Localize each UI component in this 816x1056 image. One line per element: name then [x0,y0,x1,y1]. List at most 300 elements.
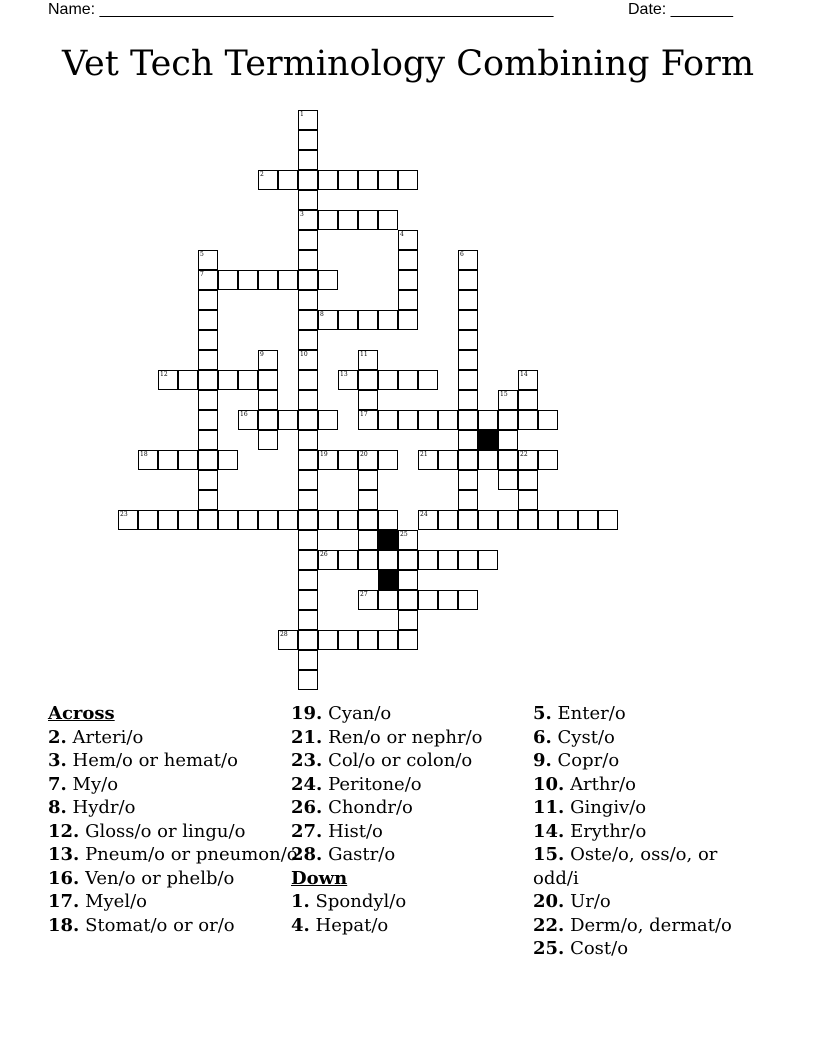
clue-number: 7 [200,271,204,278]
clue-item [48,890,298,914]
grid-cell[interactable] [358,590,378,610]
grid-cell[interactable] [298,350,318,370]
grid-cell[interactable] [298,470,318,490]
grid-cell[interactable] [198,350,218,370]
grid-cell[interactable] [198,250,218,270]
clue-text: Cost/o [570,938,629,959]
grid-cell[interactable] [318,210,338,230]
grid-cell[interactable] [298,670,318,690]
grid-cell[interactable] [278,270,298,290]
grid-cell[interactable] [318,310,338,330]
grid-cell[interactable] [358,510,378,530]
grid-cell[interactable] [378,550,398,570]
grid-cell[interactable] [358,530,378,550]
clue-num: 27. [291,820,323,842]
grid-cell[interactable] [458,270,478,290]
grid-cell[interactable] [498,430,518,450]
grid-cell[interactable] [378,410,398,430]
clue-text: Myel/o [85,891,147,912]
grid-cell[interactable] [438,510,458,530]
clue-num: 21. [291,726,323,748]
clue-num: 18. [48,914,80,936]
grid-cell[interactable] [258,170,278,190]
clue-text: Erythr/o [570,820,647,842]
clue-item [291,796,541,820]
clue-item [48,914,298,938]
clue-num: 22. [533,914,565,936]
grid-cell[interactable] [458,510,478,530]
grid-cell[interactable] [258,350,278,370]
grid-cell[interactable] [198,270,218,290]
clue-item [291,890,541,914]
clue-number: 25 [400,531,408,538]
grid-cell[interactable] [198,390,218,410]
grid-cell[interactable] [298,230,318,250]
grid-cell[interactable] [298,110,318,130]
clue-text: Arthr/o [570,773,636,795]
clue-number: 13 [340,371,348,378]
clue-number: 1 [300,111,304,118]
clue-number: 12 [160,371,168,378]
grid-cell[interactable] [338,510,358,530]
clue-num: 10. [533,773,565,795]
clue-num: 23. [291,750,323,771]
grid-cell[interactable] [358,550,378,570]
grid-cell[interactable] [378,370,398,390]
grid-cell[interactable] [338,210,358,230]
clue-text: Hist/o [328,820,383,842]
grid-cell[interactable] [358,630,378,650]
clue-item [48,796,298,820]
grid-cell[interactable] [298,430,318,450]
grid-block [378,530,398,550]
grid-cell[interactable] [358,390,378,410]
grid-cell[interactable] [258,430,278,450]
clue-number: 28 [280,631,288,638]
clue-text: Ven/o or phelb/o [85,867,235,889]
clue-item [533,843,763,890]
clue-number: 18 [140,451,148,458]
clue-num: 15. [533,844,565,865]
clue-item [291,820,541,844]
grid-cell[interactable] [158,370,178,390]
grid-cell[interactable] [178,370,198,390]
grid-cell[interactable] [358,450,378,470]
grid-cell[interactable] [318,510,338,530]
clue-item [291,773,541,797]
grid-cell[interactable] [258,510,278,530]
grid-cell[interactable] [358,490,378,510]
grid-cell[interactable] [458,290,478,310]
grid-cell[interactable] [538,410,558,430]
grid-cell[interactable] [198,370,218,390]
clue-text: Hydr/o [72,797,136,818]
grid-cell[interactable] [298,570,318,590]
grid-cell[interactable] [298,510,318,530]
grid-cell[interactable] [378,170,398,190]
clue-number: 27 [360,591,368,598]
grid-cell[interactable] [458,250,478,270]
grid-cell[interactable] [278,510,298,530]
grid-block [378,570,398,590]
grid-cell[interactable] [378,210,398,230]
grid-cell[interactable] [398,270,418,290]
grid-cell[interactable] [398,310,418,330]
clue-num: 14. [533,820,565,842]
clue-text: My/o [72,773,119,795]
clue-num: 7. [48,773,67,795]
grid-cell[interactable] [518,490,538,510]
down-heading: Down [291,867,348,889]
name-field-label[interactable]: Name: ___________________________________________________ [48,1,554,18]
clue-text: Ur/o [570,891,611,912]
clue-text: Gloss/o or lingu/o [85,820,246,842]
clue-text: Hem/o or hemat/o [72,750,238,771]
clue-num: 24. [291,773,323,795]
grid-cell[interactable] [478,450,498,470]
clue-number: 9 [260,351,264,358]
grid-cell[interactable] [518,410,538,430]
clue-number: 26 [320,551,328,558]
clue-text: Cyst/o [557,726,615,748]
clue-num: 25. [533,938,565,959]
clue-item [533,773,763,797]
clue-num: 6. [533,726,552,748]
grid-cell[interactable] [298,250,318,270]
clue-item [533,937,763,961]
grid-cell[interactable] [358,170,378,190]
grid-cell[interactable] [258,410,278,430]
grid-cell[interactable] [218,510,238,530]
grid-cell[interactable] [338,550,358,570]
grid-cell[interactable] [298,210,318,230]
grid-cell[interactable] [318,630,338,650]
grid-cell[interactable] [498,450,518,470]
grid-cell[interactable] [458,470,478,490]
grid-cell[interactable] [378,450,398,470]
grid-cell[interactable] [438,450,458,470]
grid-cell[interactable] [398,410,418,430]
grid-cell[interactable] [458,490,478,510]
grid-cell[interactable] [258,370,278,390]
grid-cell[interactable] [398,290,418,310]
grid-cell[interactable] [218,270,238,290]
grid-cell[interactable] [478,510,498,530]
clue-text: Cyan/o [328,703,392,724]
grid-cell[interactable] [278,170,298,190]
grid-cell[interactable] [338,370,358,390]
grid-cell[interactable] [418,410,438,430]
clue-item [533,890,763,914]
grid-cell[interactable] [198,450,218,470]
clue-number: 8 [320,311,324,318]
clue-item [533,796,763,820]
grid-cell[interactable] [458,350,478,370]
clue-text: Hepat/o [315,914,389,936]
grid-cell[interactable] [398,170,418,190]
grid-cell[interactable] [298,590,318,610]
clue-text: Stomat/o or or/o [85,914,235,936]
grid-block [478,430,498,450]
grid-cell[interactable] [298,370,318,390]
clue-item [533,914,763,938]
grid-cell[interactable] [198,290,218,310]
clue-num: 12. [48,820,80,842]
clue-number: 3 [300,211,304,218]
clue-num: 4. [291,914,310,936]
grid-cell[interactable] [358,410,378,430]
clue-num: 26. [291,797,323,818]
grid-cell[interactable] [198,330,218,350]
clue-text: Ren/o or nephr/o [328,726,483,748]
clue-text: Arteri/o [72,726,144,748]
clue-number: 24 [420,511,428,518]
grid-cell[interactable] [298,630,318,650]
grid-cell[interactable] [498,410,518,430]
clue-number: 6 [460,251,464,258]
grid-cell[interactable] [498,390,518,410]
grid-cell[interactable] [258,270,278,290]
clue-num: 1. [291,891,310,912]
clue-item [48,867,298,891]
clue-num: 8. [48,797,67,818]
clue-text: Pneum/o or pneumon/o [85,844,298,865]
clue-number: 14 [520,371,528,378]
clue-column-2 [291,702,541,937]
grid-cell[interactable] [298,130,318,150]
clue-text: Gingiv/o [570,797,647,818]
grid-cell[interactable] [518,510,538,530]
clue-item [291,702,541,726]
grid-cell[interactable] [398,230,418,250]
grid-cell[interactable] [238,510,258,530]
clue-item [291,726,541,750]
clue-text: Enter/o [557,703,626,724]
grid-cell[interactable] [318,550,338,570]
grid-cell[interactable] [438,590,458,610]
grid-cell[interactable] [298,390,318,410]
grid-cell[interactable] [458,370,478,390]
clue-text: Gastr/o [328,844,396,865]
grid-cell[interactable] [598,510,618,530]
grid-cell[interactable] [298,330,318,350]
clue-text: Copr/o [557,750,620,771]
grid-cell[interactable] [418,450,438,470]
grid-cell[interactable] [458,390,478,410]
grid-cell[interactable] [418,370,438,390]
grid-cell[interactable] [358,350,378,370]
clue-num: 13. [48,844,80,865]
grid-cell[interactable] [298,170,318,190]
clue-number: 23 [120,511,128,518]
grid-cell[interactable] [418,590,438,610]
grid-cell[interactable] [558,510,578,530]
grid-cell[interactable] [218,370,238,390]
clue-num: 19. [291,703,323,724]
clue-number: 2 [260,171,264,178]
grid-cell[interactable] [518,390,538,410]
grid-cell[interactable] [458,410,478,430]
clue-item [533,702,763,726]
grid-cell[interactable] [298,190,318,210]
grid-cell[interactable] [298,530,318,550]
grid-cell[interactable] [198,510,218,530]
grid-cell[interactable] [358,210,378,230]
clue-item [533,820,763,844]
grid-cell[interactable] [478,550,498,570]
clue-item [291,914,541,938]
clue-num: 17. [48,891,80,912]
grid-cell[interactable] [438,550,458,570]
grid-cell[interactable] [498,470,518,490]
clue-num: 16. [48,867,80,889]
clue-number: 4 [400,231,404,238]
clue-number: 16 [240,411,248,418]
grid-cell[interactable] [218,450,238,470]
grid-cell[interactable] [578,510,598,530]
grid-cell[interactable] [458,450,478,470]
grid-cell[interactable] [298,270,318,290]
clue-num: 5. [533,703,552,724]
clue-number: 21 [420,451,428,458]
grid-cell[interactable] [298,650,318,670]
grid-cell[interactable] [198,410,218,430]
grid-cell[interactable] [318,170,338,190]
grid-cell[interactable] [518,370,538,390]
clue-item [291,843,541,867]
grid-cell[interactable] [298,410,318,430]
grid-cell[interactable] [258,390,278,410]
grid-cell[interactable] [178,510,198,530]
grid-cell[interactable] [278,410,298,430]
clue-column-1 [48,702,298,937]
grid-cell[interactable] [278,630,298,650]
clue-number: 15 [500,391,508,398]
clue-item [48,843,298,867]
grid-cell[interactable] [318,450,338,470]
clue-text: Peritone/o [328,773,422,795]
page-title: Vet Tech Terminology Combining Form [61,44,755,84]
grid-cell[interactable] [198,490,218,510]
grid-cell[interactable] [458,590,478,610]
grid-cell[interactable] [398,570,418,590]
grid-cell[interactable] [238,270,258,290]
grid-cell[interactable] [418,510,438,530]
grid-cell[interactable] [398,610,418,630]
clue-text: Col/o or colon/o [328,750,473,771]
across-heading: Across [48,703,115,724]
grid-cell[interactable] [298,290,318,310]
clue-text: Chondr/o [328,797,413,818]
grid-cell[interactable] [358,370,378,390]
grid-cell[interactable] [298,490,318,510]
clue-number: 11 [360,351,368,358]
clue-num: 11. [533,797,565,818]
grid-cell[interactable] [338,170,358,190]
grid-cell[interactable] [398,630,418,650]
clue-item [48,749,298,773]
clue-item [48,726,298,750]
grid-cell[interactable] [298,610,318,630]
clue-text: Spondyl/o [315,891,407,912]
grid-cell[interactable] [158,450,178,470]
grid-cell[interactable] [438,410,458,430]
grid-cell[interactable] [158,510,178,530]
clue-num: 9. [533,750,552,771]
grid-cell[interactable] [178,450,198,470]
grid-cell[interactable] [138,450,158,470]
grid-cell[interactable] [478,410,498,430]
grid-cell[interactable] [198,430,218,450]
grid-cell[interactable] [398,530,418,550]
grid-cell[interactable] [458,330,478,350]
grid-cell[interactable] [358,470,378,490]
grid-cell[interactable] [518,450,538,470]
grid-cell[interactable] [298,550,318,570]
grid-cell[interactable] [238,410,258,430]
grid-cell[interactable] [138,510,158,530]
date-field-label[interactable]: Date: _______ [628,1,733,18]
grid-cell[interactable] [378,510,398,530]
grid-cell[interactable] [398,550,418,570]
grid-cell[interactable] [458,310,478,330]
grid-cell[interactable] [398,250,418,270]
grid-cell[interactable] [458,430,478,450]
clue-num: 3. [48,750,67,771]
clue-number: 22 [520,451,528,458]
clue-text: Derm/o, dermat/o [570,914,732,936]
grid-cell[interactable] [298,150,318,170]
clue-number: 17 [360,411,368,418]
clue-num: 20. [533,891,565,912]
clue-number: 10 [300,351,308,358]
grid-cell[interactable] [538,450,558,470]
clue-num: 2. [48,726,67,748]
grid-cell[interactable] [498,510,518,530]
grid-cell[interactable] [238,370,258,390]
grid-cell[interactable] [338,630,358,650]
clue-number: 19 [320,451,328,458]
grid-cell[interactable] [378,310,398,330]
grid-cell[interactable] [338,450,358,470]
grid-cell[interactable] [378,630,398,650]
grid-cell[interactable] [198,310,218,330]
clue-item [533,726,763,750]
clue-item [48,820,298,844]
grid-cell[interactable] [338,310,358,330]
grid-cell[interactable] [198,470,218,490]
grid-cell[interactable] [518,470,538,490]
grid-cell[interactable] [398,590,418,610]
clue-number: 20 [360,451,368,458]
grid-cell[interactable] [318,410,338,430]
grid-cell[interactable] [298,450,318,470]
grid-cell[interactable] [458,550,478,570]
grid-cell[interactable] [378,590,398,610]
grid-cell[interactable] [298,310,318,330]
clue-item [291,749,541,773]
grid-cell[interactable] [398,370,418,390]
clue-column-3 [533,702,763,961]
clue-number: 5 [200,251,204,258]
clue-num: 28. [291,844,323,865]
grid-cell[interactable] [418,550,438,570]
grid-cell[interactable] [118,510,138,530]
clue-item [48,773,298,797]
grid-cell[interactable] [538,510,558,530]
grid-cell[interactable] [318,270,338,290]
grid-cell[interactable] [358,310,378,330]
